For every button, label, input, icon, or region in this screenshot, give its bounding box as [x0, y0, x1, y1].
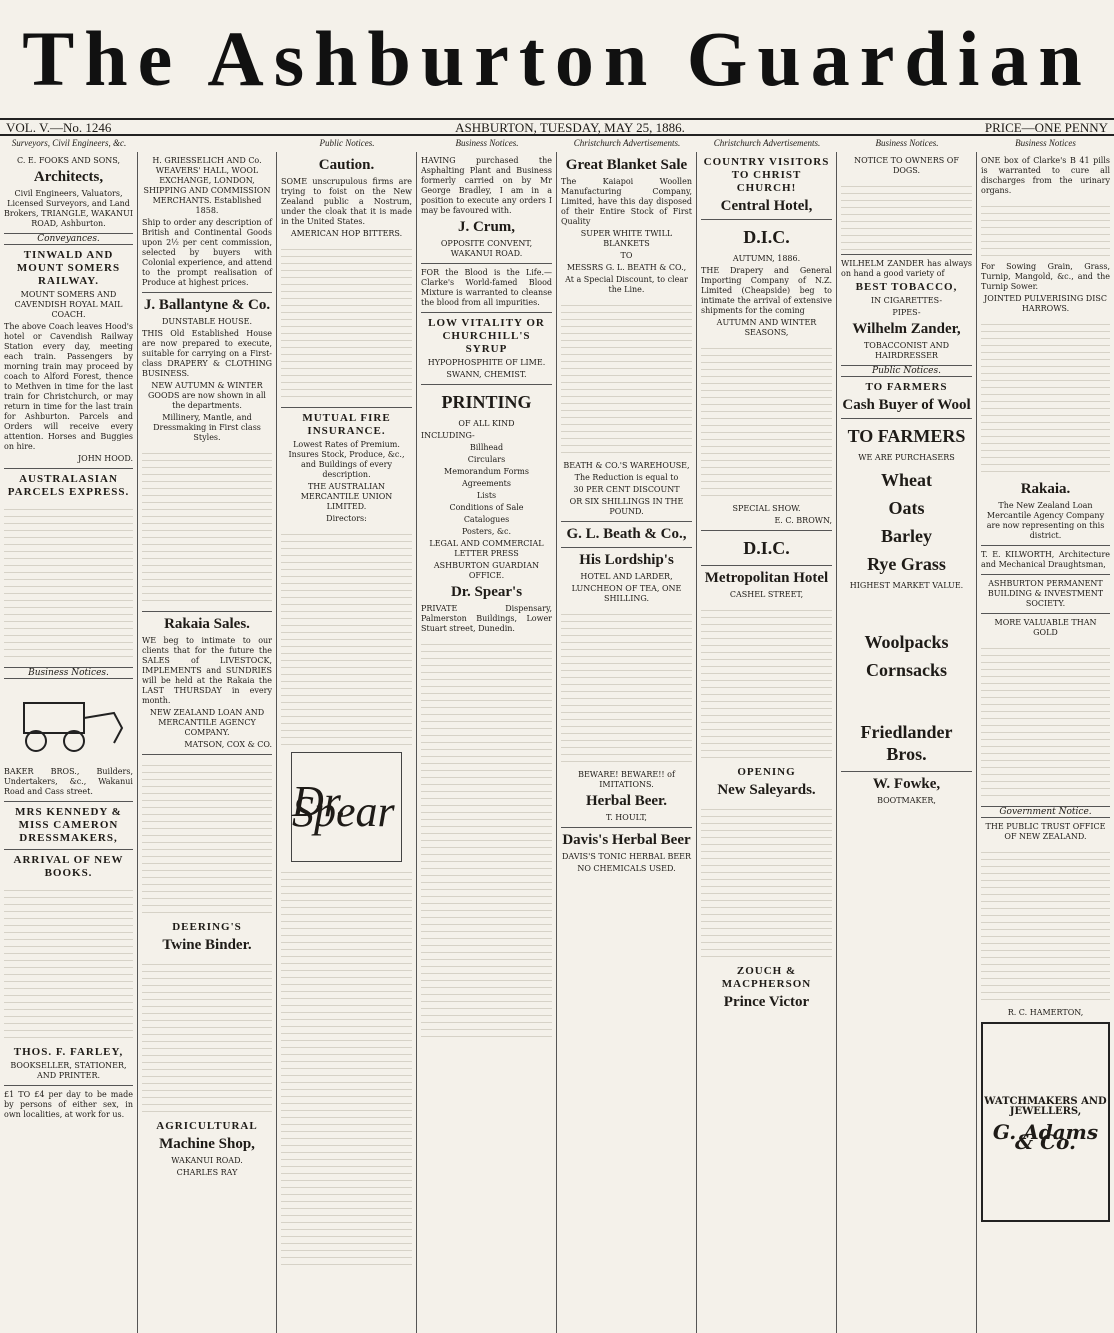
herbal-beer-heading: Herbal Beer. — [585, 793, 668, 809]
metropolitan-body — [701, 604, 832, 764]
harrows-body — [981, 318, 1110, 478]
rakaia-heading: Rakaia. — [1020, 481, 1071, 497]
purchasers-line: WE ARE PURCHASERS — [858, 453, 955, 462]
divider — [4, 849, 133, 850]
divider — [841, 418, 972, 419]
reduction-line: The Reduction is equal to — [574, 473, 679, 482]
coach-illustration — [4, 683, 133, 763]
hypophosphite: HYPOPHOSPHITE OF LIME. — [427, 358, 546, 367]
railway-heading: TINWALD AND MOUNT SOMERS RAILWAY. — [16, 249, 121, 287]
divider — [841, 771, 972, 772]
dr-spear-banner: Dr. Spear — [291, 752, 402, 862]
crum-heading: J. Crum, — [457, 219, 516, 235]
including-label: INCLUDING- — [421, 431, 475, 440]
cash-buyer-heading: Cash Buyer of Wool — [842, 397, 971, 413]
directors-list — [281, 528, 412, 748]
legal-letterpress: LEGAL AND COMMERCIAL LETTER PRESS — [429, 539, 544, 558]
hamerton: R. C. HAMERTON, — [1007, 1008, 1084, 1017]
coach-heading: MOUNT SOMERS AND CAVENDISH ROYAL MAIL COACH. — [14, 290, 123, 319]
best-tobacco: BEST TOBACCO, — [855, 281, 958, 293]
column-heading: Christchurch Advertisements. — [573, 138, 681, 148]
ballantyne-heading: J. Ballantyne & Co. — [143, 297, 271, 313]
divider — [142, 292, 272, 293]
printing-item: Circulars — [467, 455, 506, 464]
divider — [281, 407, 412, 408]
grain-item: Barley — [881, 526, 932, 546]
divider — [561, 547, 692, 548]
lordship-heading: His Lordship's — [579, 552, 674, 568]
wakanui-road: WAKANUI ROAD. — [171, 1156, 243, 1165]
column-heading: Surveyors, Civil Engineers, &c. — [11, 138, 127, 148]
griesselich-heading: H. GRIESSELICH AND Co. WEAVERS' HALL, WOOL EXCHANGE, LONDON, SHIPPING AND COMMISSION MERCHANTS. Established 1858. — [143, 156, 271, 215]
column-heading: Business Notices — [1015, 138, 1076, 148]
printing-item: Agreements — [462, 479, 511, 488]
beath-line: MESSRS G. L. BEATH & CO., — [566, 263, 687, 272]
public-trust: THE PUBLIC TRUST OFFICE OF NEW ZEALAND. — [985, 822, 1106, 841]
column-heading: Business Notices. — [875, 138, 939, 148]
dateline — [0, 118, 1114, 136]
gold-heading: MORE VALUABLE THAN GOLD — [994, 618, 1097, 637]
dr-spears-text: PRIVATE Dispensary, Palmerston Buildings, Lower Stuart street, Dunedin. — [421, 604, 552, 633]
divider — [421, 384, 552, 385]
sowing-ad: For Sowing Grain, Grass, Turnip, Mangold, &c., and the Turnip Sower. — [981, 262, 1110, 291]
twine-binder-heading: Twine Binder. — [162, 937, 252, 953]
saleyards-heading: New Saleyards. — [717, 782, 816, 798]
dr-spears-body — [421, 638, 552, 1038]
highest-market: HIGHEST MARKET VALUE. — [849, 581, 964, 590]
printing-heading: PRINTING — [441, 392, 532, 412]
opening-heading: OPENING — [737, 766, 796, 778]
guardian-office: ASHBURTON GUARDIAN OFFICE. — [433, 561, 540, 580]
coach-text: The above Coach leaves Hood's hotel or Cavendish Railway Station every day, meeting each train. Passengers by morning train may proceed by coach to Alford Forest, thence to Methven in time for the last train for Christchurch, or may return in time for the last train for Ashburton. Parcels and Orders will receive every attention. Horses and Buggies on hire. — [4, 322, 133, 451]
zouch-heading: ZOUCH & MACPHERSON — [721, 965, 812, 990]
machine-shop-heading: Machine Shop, — [159, 1136, 255, 1152]
to-farmers-big: TO FARMERS — [847, 426, 966, 446]
saleyards-body — [701, 803, 832, 963]
blanket-prices — [561, 299, 692, 459]
price: PRICE—ONE PENNY — [984, 120, 1108, 135]
printing-item: Memorandum Forms — [444, 467, 529, 476]
spear-testimonial-block — [142, 759, 272, 919]
testimonials-block — [281, 866, 412, 1266]
caution-text: SOME unscrupulous firms are trying to foist on the New Zealand public a Nostrum, under the cloak that it is made in the United States. — [281, 177, 412, 226]
blanket-sale-heading: Great Blanket Sale — [565, 157, 688, 173]
jewellers-ad — [981, 1022, 1110, 1222]
column-headings — [0, 137, 1114, 151]
zander-ad: WILHELM ZANDER has always on hand a good variety of — [841, 259, 972, 278]
bootmaker-line: BOOTMAKER, — [877, 796, 936, 805]
union-heading: THE AUSTRALIAN MERCANTILE UNION LIMITED. — [300, 482, 393, 511]
dogs-body — [841, 180, 972, 250]
printing-item: Catalogues — [463, 515, 510, 524]
dic-text: THE Drapery and General Importing Company of N.Z. Limited (Cheapside) beg to intimate the arrival of extensive shipments for the coming — [701, 266, 832, 315]
ballantyne-body — [142, 447, 272, 607]
caution-body — [281, 243, 412, 403]
ballantyne-text: THIS Old Established House are now prepared to execute, suitable for carrying on a First-class DRAPERY & CLOTHING BUSINESS. — [142, 329, 272, 378]
section-business: Business Notices. — [4, 667, 133, 679]
cigarettes-line: IN CIGARETTES- — [870, 296, 943, 305]
blankets-line: SUPER WHITE TWILL BLANKETS — [580, 229, 673, 248]
autumn-winter: AUTUMN AND WINTER SEASONS, — [716, 318, 817, 337]
to-line: TO — [620, 251, 633, 260]
parcels-heading: AUSTRALASIAN PARCELS EXPRESS. — [7, 473, 130, 498]
percent-discount: 30 PER CENT DISCOUNT — [573, 485, 680, 494]
rakaia-sales-text: WE beg to intimate to our clients that for the future the SALES of LIVESTOCK, IMPLEMENTS and SUNDRIES will be held at the Rakaia the LAST THURSDAY in every month. — [142, 636, 272, 705]
printing-subheading: OF ALL KIND — [458, 419, 515, 428]
column-heading: Business Notices. — [455, 138, 519, 148]
jewellers-heading: WATCHMAKERS AND JEWELLERS, — [984, 1096, 1107, 1117]
printing-item: Conditions of Sale — [449, 503, 524, 512]
divider — [142, 611, 272, 612]
dic-body — [701, 342, 832, 502]
special-show: SPECIAL SHOW. — [732, 504, 801, 513]
deering-heading: DEERING'S — [172, 921, 242, 933]
newspaper-title: The Ashburton Guardian — [22, 15, 1092, 102]
low-vitality-heading: LOW VITALITY OR CHURCHILL'S SYRUP — [428, 317, 545, 355]
divider — [841, 254, 972, 255]
hoult-line: T. HOULT, — [606, 813, 647, 822]
matson-signature: MATSON, COX & CO. — [184, 740, 272, 749]
column-heading: Christchurch Advertisements. — [713, 138, 821, 148]
kennedy-heading: MRS KENNEDY & MISS CAMERON DRESSMAKERS, — [15, 806, 122, 844]
column-heading: Public Notices. — [319, 138, 375, 148]
discount-line: At a Special Discount, to clear the Line. — [565, 275, 688, 294]
kilworth-ad: T. E. KILWORTH, Architecture and Mechanical Draughtsman, — [981, 550, 1110, 569]
divider — [421, 312, 552, 313]
luncheon-line: LUNCHEON OF TEA, ONE SHILLING. — [571, 584, 682, 603]
beath-warehouse: BEATH & CO.'S WAREHOUSE, — [563, 461, 690, 470]
autumn-line: AUTUMN, 1886. — [732, 254, 801, 263]
coach-owner: JOHN HOOD. — [77, 454, 133, 463]
hop-bitters: AMERICAN HOP BITTERS. — [290, 229, 403, 238]
winter-goods: NEW AUTUMN & WINTER GOODS are now shown in all the departments. — [148, 381, 266, 410]
shillings-line: OR SIX SHILLINGS IN THE POUND. — [569, 497, 684, 516]
woolpacks-heading: Woolpacks — [864, 632, 949, 652]
grain-item: Rye Grass — [867, 554, 946, 574]
column-2 — [138, 152, 277, 1333]
dr-spears-heading: Dr. Spear's — [450, 584, 523, 600]
column-6 — [697, 152, 837, 1333]
trust-body — [981, 846, 1110, 1006]
davis-tonic: DAVIS'S TONIC HERBAL BEER — [561, 852, 692, 861]
dogs-notice: NOTICE TO OWNERS OF DOGS. — [854, 156, 959, 175]
divider — [4, 801, 133, 802]
arrival-heading: ARRIVAL OF NEW BOOKS. — [13, 854, 124, 879]
metropolitan-heading: Metropolitan Hotel — [704, 570, 829, 586]
section-government: Government Notice. — [981, 806, 1110, 818]
agricultural-heading: AGRICULTURAL — [156, 1120, 258, 1132]
printing-item: Billhead — [469, 443, 504, 452]
column-1 — [0, 152, 138, 1333]
nz-loan-company: NEW ZEALAND LOAN AND MERCANTILE AGENCY COMPANY. — [149, 708, 265, 737]
section-conveyances: Conveyances. — [4, 233, 133, 245]
masthead — [0, 0, 1114, 118]
newspaper-columns — [0, 152, 1114, 1333]
section-public-notices: Public Notices. — [841, 365, 972, 377]
column-7 — [837, 152, 977, 1333]
divider — [981, 613, 1110, 614]
cashel-street: CASHEL STREET, — [729, 590, 804, 599]
divider — [421, 263, 552, 264]
directors-label: Directors: — [326, 514, 367, 523]
baker-ad: BAKER BROS., Builders, Undertakers, &c., Wakanui Road and Cass street. — [4, 767, 133, 796]
divider — [561, 521, 692, 522]
book-list-block — [4, 884, 133, 1044]
timetable-block — [4, 503, 133, 663]
dic-heading: D.I.C. — [743, 227, 790, 247]
divider — [701, 530, 832, 531]
country-visitors-heading: COUNTRY VISITORS TO CHRIST CHURCH! — [703, 156, 830, 194]
asphalting-ad: HAVING purchased the Asphalting Plant and Business formerly carried on by Mr George Bradley, I am in a position to execute any orders I may be favoured with. — [421, 156, 552, 215]
wilhelm-zander-heading: Wilhelm Zander, — [852, 321, 961, 337]
column-4 — [417, 152, 557, 1333]
caution-heading: Caution. — [318, 157, 375, 173]
fowke-heading: W. Fowke, — [872, 776, 941, 792]
adams-name: G. Adams & Co. — [992, 1120, 1099, 1154]
millinery-text: Millinery, Mantle, and Dressmaking in First class Styles. — [153, 413, 261, 442]
beware-line: BEWARE! BEWARE!! of IMITATIONS. — [578, 770, 675, 789]
grain-item: Wheat — [881, 470, 932, 490]
ballantyne-subheading: DUNSTABLE HOUSE. — [161, 317, 253, 326]
divider — [561, 827, 692, 828]
charles-ray: CHARLES RAY — [176, 1168, 238, 1177]
printing-item: Posters, &c. — [461, 527, 512, 536]
architects-text: Civil Engineers, Valuators, Licensed Surveyors, and Land Brokers, TRIANGLE, WAKANUI ROAD, Ashburton. — [4, 189, 133, 228]
lordship-body — [561, 608, 692, 768]
mutual-fire-heading: MUTUAL FIRE INSURANCE. — [302, 412, 391, 437]
tobacconist-line: TOBACCONIST AND HAIRDRESSER — [863, 341, 950, 360]
beath-heading: G. L. Beath & Co., — [566, 526, 687, 542]
gold-body — [981, 642, 1110, 802]
architects-heading: Architects, — [33, 169, 104, 185]
column-8 — [977, 152, 1114, 1333]
binder-body — [142, 958, 272, 1118]
divider — [701, 565, 832, 566]
divider — [142, 754, 272, 755]
davis-heading: Davis's Herbal Beer — [562, 832, 691, 848]
firm-name: C. E. FOOKS AND SONS, — [16, 156, 121, 165]
dic-heading-2: D.I.C. — [743, 538, 790, 558]
grain-item: Oats — [888, 498, 925, 518]
friedlander-heading: Friedlander Bros. — [860, 722, 953, 764]
divider — [4, 468, 133, 469]
farley-heading: THOS. F. FARLEY, — [13, 1046, 124, 1058]
blanket-sale-text: The Kaiapoi Woollen Manufacturing Company, Limited, have this day disposed of their Entire Stock of First Quality — [561, 177, 692, 226]
printing-item: Lists — [476, 491, 497, 500]
griesselich-text: Ship to order any description of British and Continental Goods upon 2½ per cent commission, selected by buyers with Colonial experience, and attend to the prompt realisation of Produce at highest prices. — [142, 218, 272, 287]
no-chemicals: NO CHEMICALS USED. — [577, 864, 676, 873]
clarke-pills-ad: ONE box of Clarke's B 41 pills is warranted to cure all discharges from the urinary organs. — [981, 156, 1110, 195]
issue-date: ASHBURTON, TUESDAY, MAY 25, 1886. — [455, 120, 685, 135]
disc-harrows: JOINTED PULVERISING DISC HARROWS. — [984, 294, 1107, 313]
mutual-text: Lowest Rates of Premium. Insures Stock, Produce, &c., and Buildings of every description. — [288, 440, 405, 479]
volume-number: VOL. V.—No. 1246 — [6, 120, 112, 135]
column-5 — [557, 152, 697, 1333]
brown-signature: E. C. BROWN, — [774, 516, 832, 525]
pipes-line: PIPES- — [892, 308, 921, 317]
column-3 — [277, 152, 417, 1333]
to-farmers-heading: TO FARMERS — [865, 381, 948, 393]
lordship-subheading: HOTEL AND LARDER, — [580, 572, 673, 581]
cornsacks-heading: Cornsacks — [865, 660, 947, 680]
divider — [981, 545, 1110, 546]
crum-address: OPPOSITE CONVENT, WAKANUI ROAD. — [440, 239, 533, 258]
divider — [981, 574, 1110, 575]
swann-chemist: SWANN, CHEMIST. — [446, 370, 527, 379]
farley-subheading: BOOKSELLER, STATIONER, AND PRINTER. — [10, 1061, 127, 1080]
prince-victor-heading: Prince Victor — [723, 994, 810, 1010]
rakaia-sales-heading: Rakaia Sales. — [164, 616, 250, 632]
divider — [4, 1085, 133, 1086]
building-society: ASHBURTON PERMANENT BUILDING & INVESTMENT SOCIETY. — [987, 579, 1104, 608]
central-hotel-heading: Central Hotel, — [720, 198, 813, 214]
blood-mixture-ad: FOR the Blood is the Life.—Clarke's World-famed Blood Mixture is warranted to cleanse the blood from all impurities. — [421, 268, 552, 307]
clarke-body — [981, 200, 1110, 260]
pay-ad: £1 TO £4 per day to be made by persons of either sex, in own localities, at work for us. — [4, 1090, 133, 1119]
rakaia-text: The New Zealand Loan Mercantile Agency Company are now representing on this district. — [986, 501, 1105, 540]
divider — [701, 219, 832, 220]
